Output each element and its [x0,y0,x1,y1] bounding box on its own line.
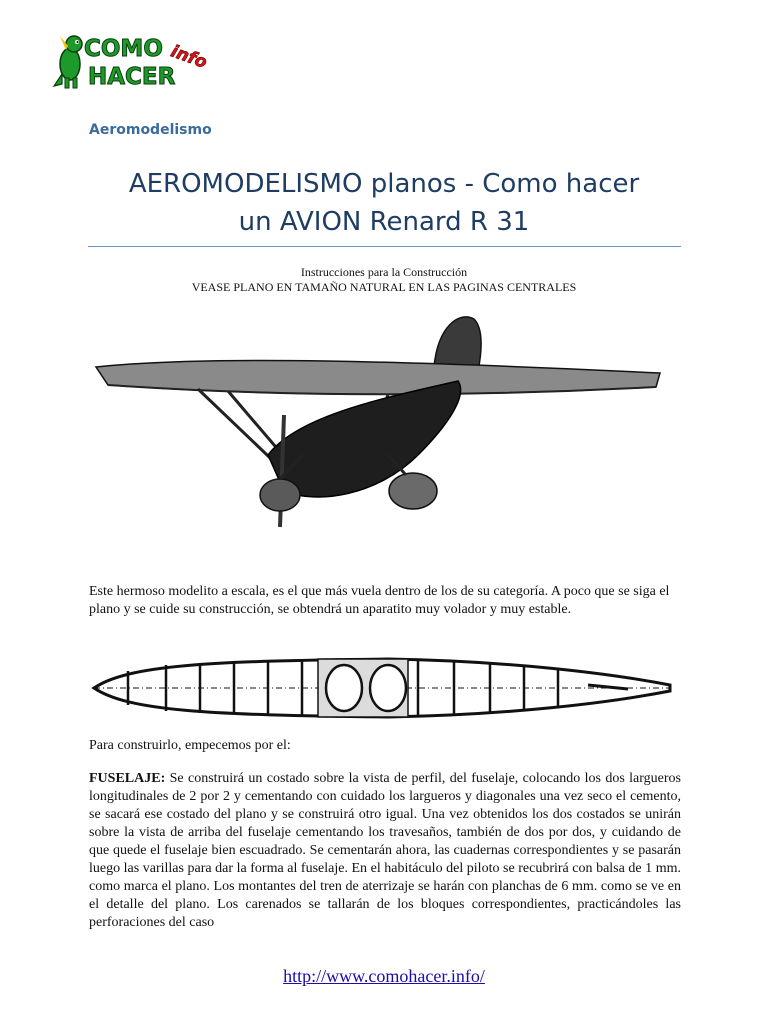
fuselage-plan-drawing [88,655,678,720]
fuselage-heading: FUSELAJE: [89,771,166,786]
fuselage-paragraph [89,770,681,932]
start-paragraph: Para construirlo, empecemos por el: [89,738,291,753]
logo-badge: info [168,41,210,73]
page-title-line2: un AVION Renard R 31 [238,207,530,237]
intro-paragraph: Este hermoso modelito a escala, es el que más vuela dentro de los de su categoría. A poco que se siga el plano y se cuide su construcción, se obtendrá un aparatito muy volador y muy estable. [89,584,670,617]
instructions-header [88,265,680,295]
logo-line1: COMO [84,36,163,62]
dinosaur-mascot-icon [54,36,82,88]
airplane-illustration [88,305,668,545]
fuselage-body: Se construirá un costado sobre la vista de perfil, del fuselaje, colocando los dos largueros longitudinales de 2 por 2 y cementando con cuidado los largueros y diagonales una vez seco el cemento, se sacará ese costado del plano y se construirá otro igual. Una vez obtenidos los dos costados se unirán sobre la vista de arriba del fuselaje cementando los travesaños, también de dos por dos, y cuidando de que quede el fuselaje bien escuadrado. Se cementarán ahora, las cuadernas correspondientes y se pasarán luego las varillas para dar la forma al fuselaje. En el habitáculo del piloto se recubrirá con balsa de 1 mm. como marca el plano. Los montantes del tren de aterrizaje se harán con planchas de 6 mm. como se ve en el detalle del plano. Los carenados se tallarán de los bloques correspondientes, practicándoles las perforaciones del caso [89,771,681,930]
page-title [88,165,680,241]
title-divider [88,246,681,247]
instructions-line2: VEASE PLANO EN TAMAÑO NATURAL EN LAS PAGINAS CENTRALES [191,280,577,294]
comohacer-logo[interactable] [48,30,230,92]
page-title-line1: AEROMODELISMO planos - Como hacer [128,169,640,199]
footer-website-link[interactable]: http://www.comohacer.info/ [283,966,485,986]
instructions-line1: Instrucciones para la Construcción [300,265,468,279]
logo-line2: HACER [88,64,176,90]
section-category-link[interactable]: Aeromodelismo [89,122,212,138]
